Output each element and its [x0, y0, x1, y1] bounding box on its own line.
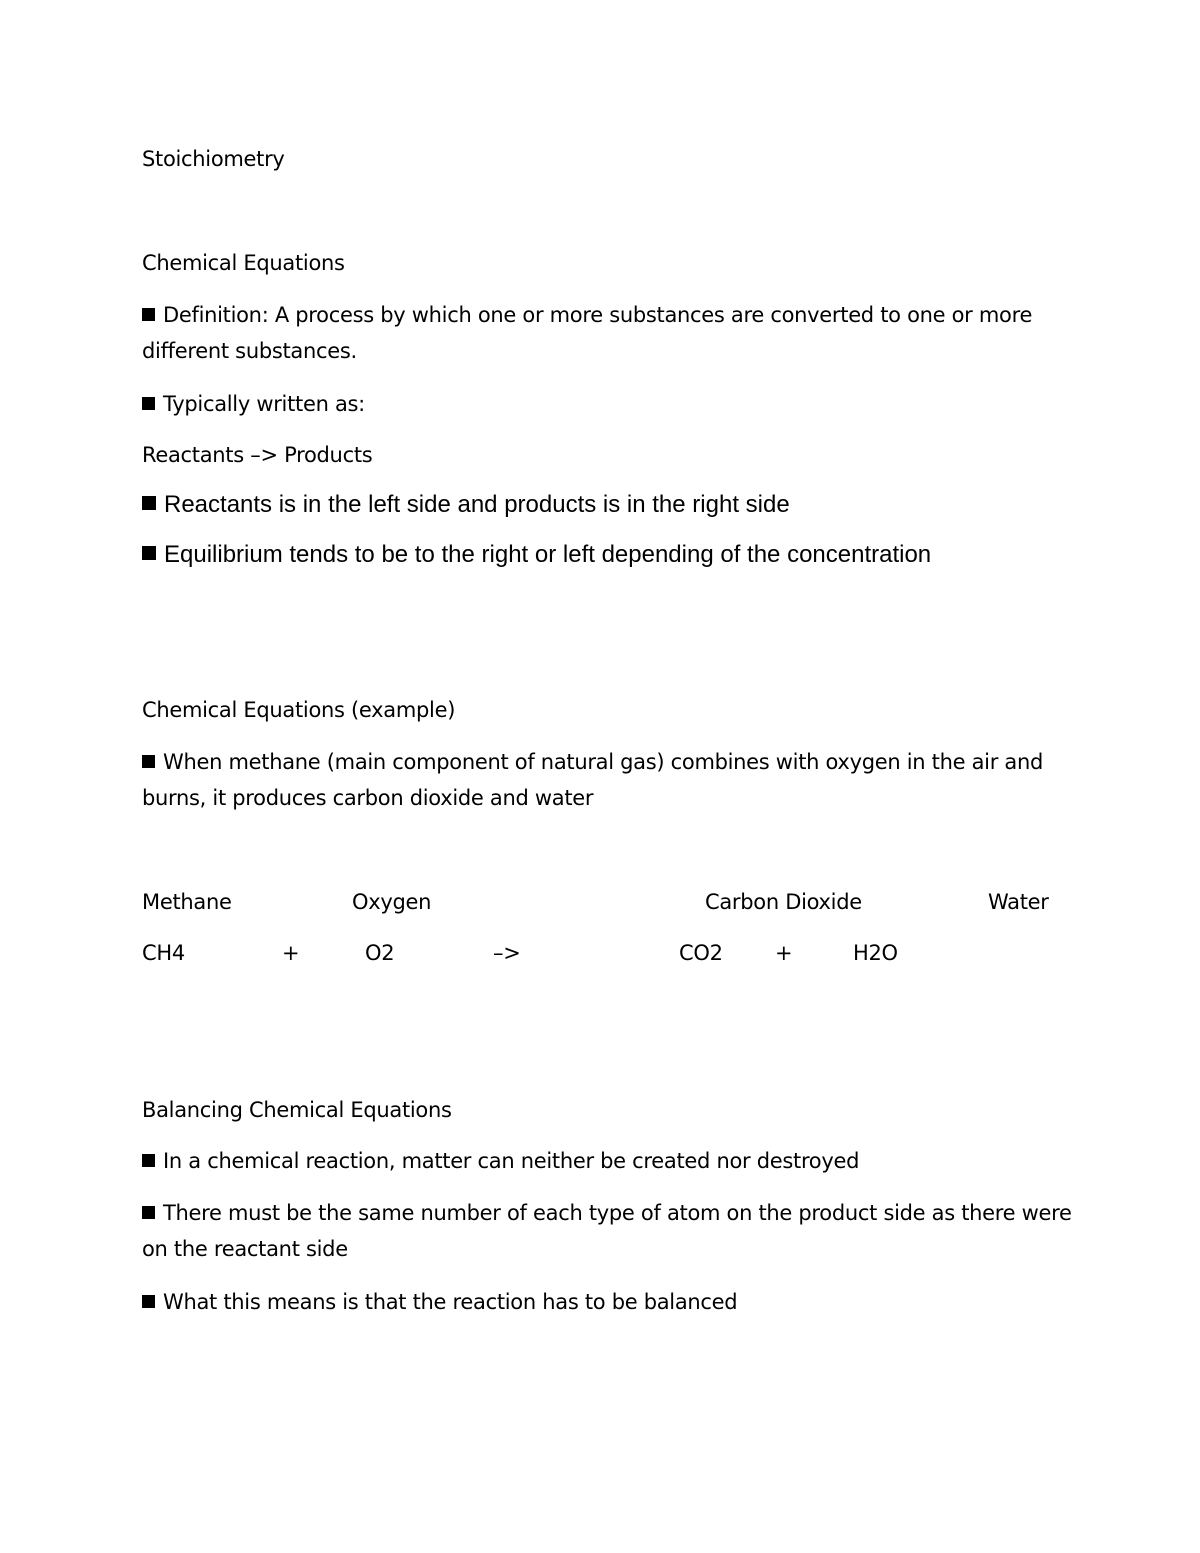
- definition-bullet: [142, 297, 1072, 369]
- balancing-text-1: In a chemical reaction, matter can neither be created nor destroyed: [163, 1149, 860, 1173]
- equilibrium-bullet: [142, 543, 931, 567]
- section-heading-balancing: Balancing Chemical Equations: [142, 1098, 452, 1122]
- black-square-icon: [142, 546, 156, 560]
- balancing-text-3: What this means is that the reaction has to be balanced: [163, 1290, 738, 1314]
- typically-text: Typically written as:: [163, 392, 365, 416]
- sides-text: Reactants is in the left side and products is in the right side: [164, 491, 790, 518]
- methane-text: When methane (main component of natural gas) combines with oxygen in the air and burns, it produces carbon dioxide and water: [142, 750, 1044, 810]
- black-square-icon: [142, 1206, 155, 1219]
- balancing-text-2: There must be the same number of each type of atom on the product side as there were on the reactant side: [142, 1201, 1072, 1261]
- section-heading-chemical-equations: Chemical Equations: [142, 251, 345, 275]
- document-title: Stoichiometry: [142, 147, 285, 171]
- formula-ch4: CH4: [142, 941, 185, 965]
- label-oxygen: Oxygen: [352, 890, 432, 914]
- methane-bullet: [142, 744, 1072, 816]
- formula-h2o: H2O: [853, 941, 898, 965]
- black-square-icon: [142, 1295, 155, 1308]
- formula-co2: CO2: [679, 941, 723, 965]
- typically-bullet: [142, 394, 365, 415]
- equilibrium-text: Equilibrium tends to be to the right or left depending of the concentration: [164, 541, 932, 568]
- black-square-icon: [142, 1154, 155, 1167]
- label-carbon-dioxide: Carbon Dioxide: [705, 890, 862, 914]
- black-square-icon: [142, 308, 155, 321]
- formula-arrow: –>: [493, 941, 521, 965]
- formula-o2: O2: [365, 941, 395, 965]
- balancing-bullet-2: [142, 1195, 1072, 1267]
- label-methane: Methane: [142, 890, 232, 914]
- label-water: Water: [988, 890, 1049, 914]
- reactants-products-line: Reactants –> Products: [142, 443, 373, 467]
- definition-text: Definition: A process by which one or more substances are converted to one or more different substances.: [142, 303, 1033, 363]
- balancing-bullet-3: [142, 1292, 737, 1313]
- formula-plus-1: +: [282, 941, 300, 965]
- sides-bullet: [142, 493, 790, 517]
- section-heading-example: Chemical Equations (example): [142, 698, 456, 722]
- black-square-icon: [142, 397, 155, 410]
- black-square-icon: [142, 496, 156, 510]
- balancing-bullet-1: [142, 1151, 859, 1172]
- formula-plus-2: +: [775, 941, 793, 965]
- black-square-icon: [142, 755, 155, 768]
